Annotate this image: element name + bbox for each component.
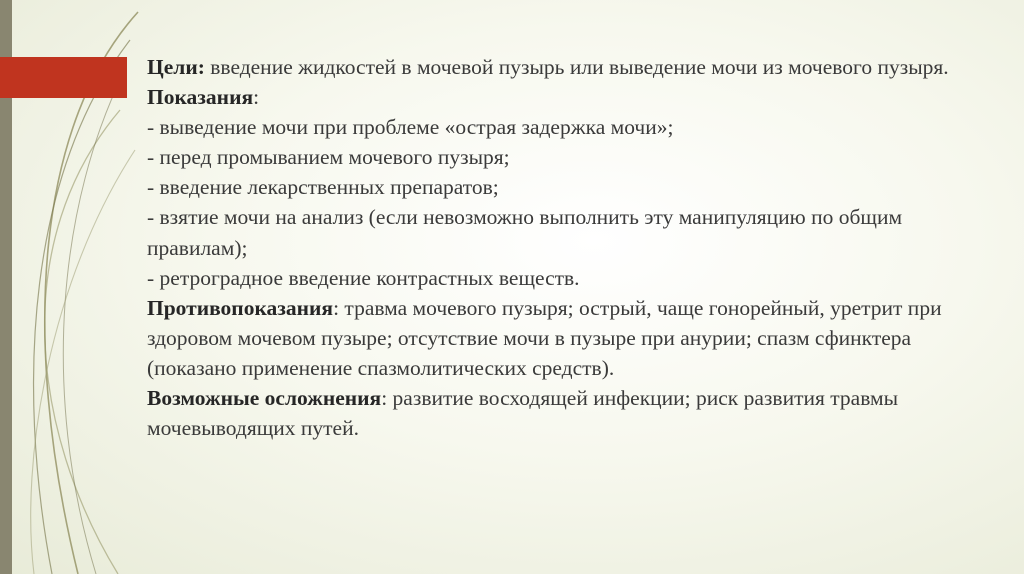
complications-paragraph bbox=[147, 383, 997, 443]
contraindications-paragraph bbox=[147, 293, 997, 383]
indication-item: - ретроградное введение контрастных веществ. bbox=[147, 265, 580, 290]
indications-heading-line bbox=[147, 82, 997, 112]
contraindications-text: : травма мочевого пузыря; острый, чаще гонорейный, уретрит при здоровом мочевом пузыре; отсутствие мочи в пузыре при анурии; спазм сфинктера (показано применение спазмолитических средств). bbox=[147, 295, 942, 380]
indication-item: - выведение мочи при проблеме «острая задержка мочи»; bbox=[147, 115, 674, 140]
red-accent-bar bbox=[0, 57, 127, 98]
indication-item: - перед промыванием мочевого пузыря; bbox=[147, 145, 510, 170]
slide-content bbox=[147, 52, 997, 443]
indications-colon: : bbox=[253, 85, 260, 110]
indications-heading: Показания bbox=[147, 85, 254, 110]
deco-curve-2 bbox=[34, 40, 130, 574]
contraindications-heading: Противопоказания bbox=[147, 295, 334, 320]
complications-text: : развитие восходящей инфекции; риск развития травмы мочевыводящих путей. bbox=[147, 386, 899, 441]
goals-text: введение жидкостей в мочевой пузырь или выведение мочи из мочевого пузыря. bbox=[210, 55, 949, 79]
indication-item: - взятие мочи на анализ (если невозможно выполнить эту манипуляцию по общим правилам); bbox=[147, 205, 903, 260]
goals-heading: Цели: bbox=[147, 55, 205, 79]
deco-curve-3 bbox=[45, 110, 120, 574]
complications-heading: Возможные осложнения bbox=[147, 386, 382, 411]
goals-paragraph bbox=[147, 52, 997, 82]
indication-item: - введение лекарственных препаратов; bbox=[147, 175, 499, 200]
